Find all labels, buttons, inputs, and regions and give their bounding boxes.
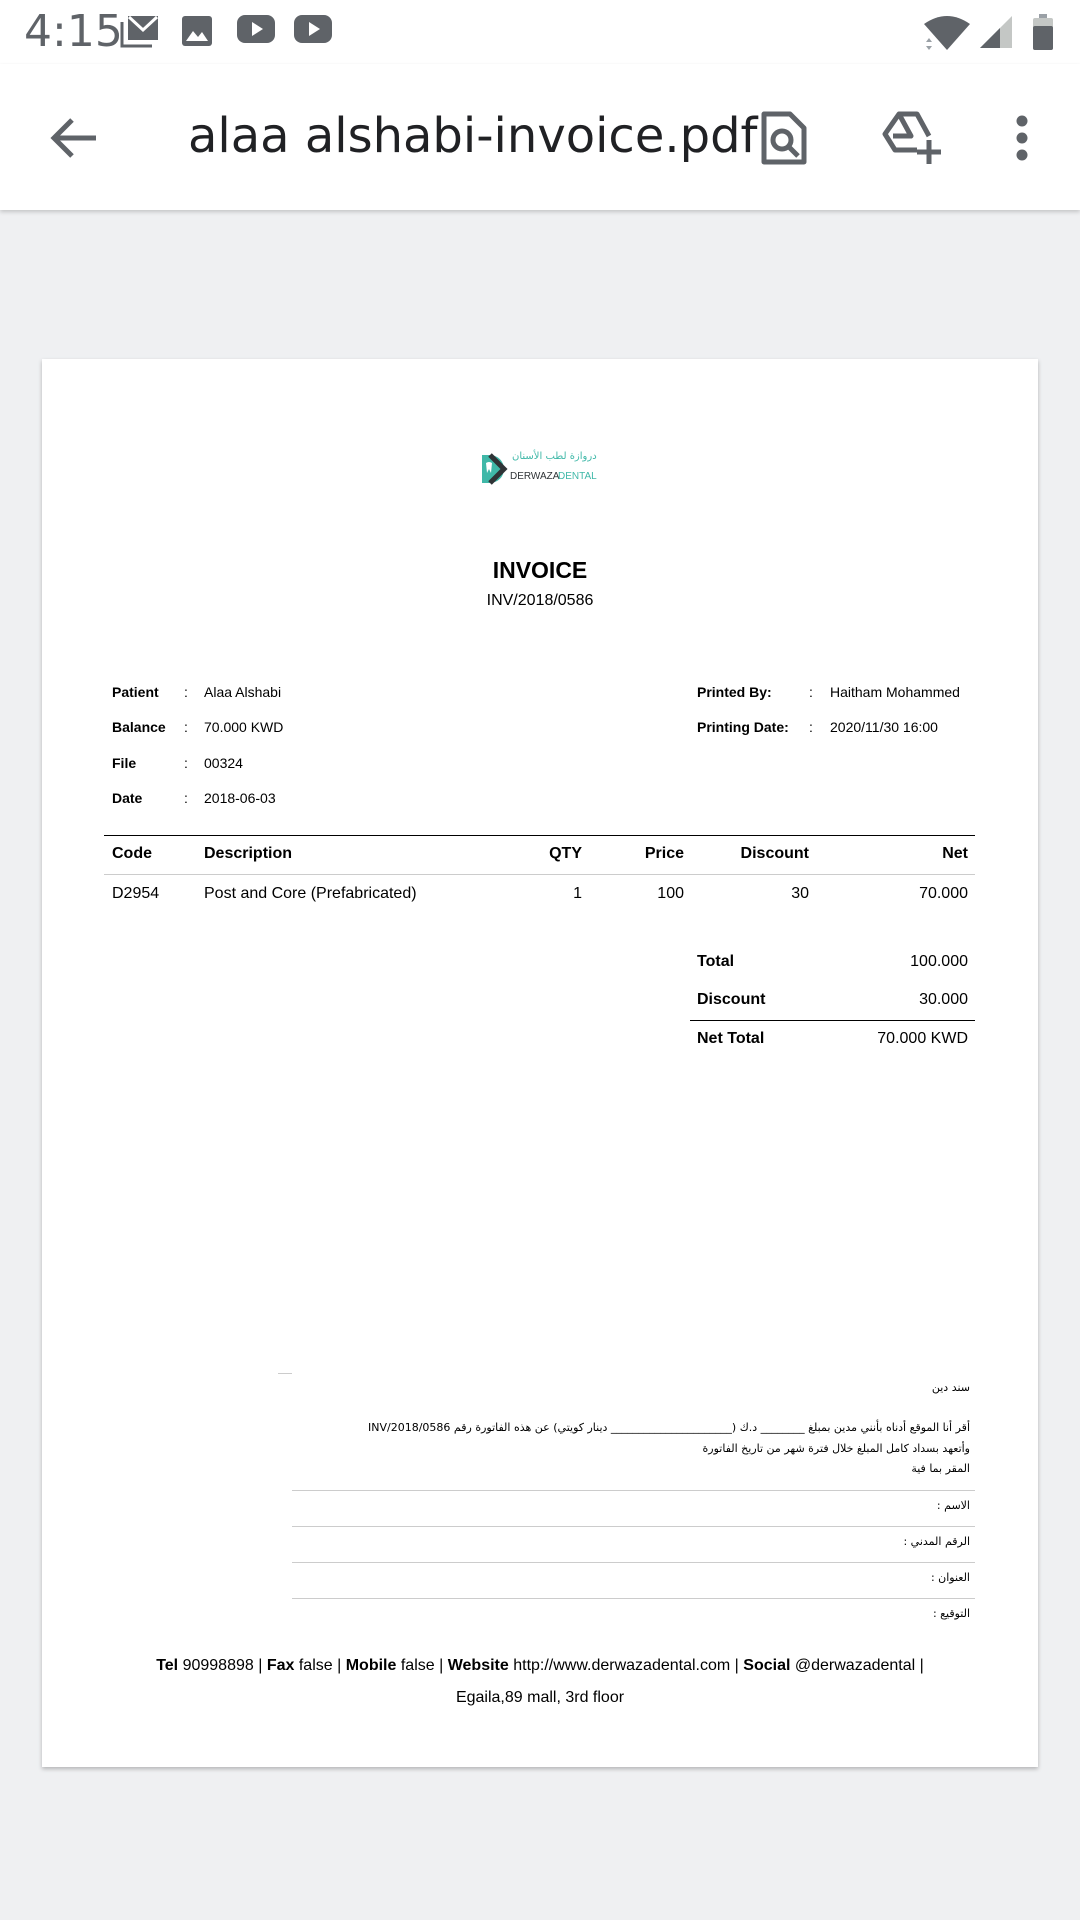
footer-fax: false: [298, 1657, 333, 1674]
battery-icon: [1032, 14, 1054, 50]
discount-value: 30.000: [919, 991, 968, 1008]
debt-note-rule: [292, 1490, 975, 1491]
net-total-label: Net Total: [697, 1030, 765, 1047]
add-to-drive-icon: [881, 110, 943, 166]
debt-note-line2: وأتعهد بسداد كامل المبلغ خلال فترة شهر من تاريخ الفاتورة: [702, 1442, 970, 1455]
file-label: File: [112, 755, 137, 771]
find-in-document-button[interactable]: [748, 102, 820, 174]
debt-note-line3: المقر بما فية: [911, 1462, 970, 1475]
date-label: Date: [112, 790, 143, 806]
pdf-page: [42, 359, 1038, 1767]
document-title: alaa alshabi-invoice.pdf: [188, 108, 758, 164]
footer-tel: 90998898: [182, 1657, 254, 1674]
debt-note-signature: التوقيع :: [932, 1607, 970, 1620]
info-separator: :: [809, 719, 813, 735]
footer-address: Egaila,89 mall, 3rd floor: [455, 1689, 625, 1706]
info-separator: :: [184, 684, 188, 700]
debt-note-line1: أقر أنا الموقع أدناه بأنني مدين بمبلغ ________ د.ك (______________________ دينار كويتي) عن هذه الفاتورة رقم INV/2018/0586: [368, 1421, 970, 1434]
footer-sep: |: [337, 1657, 342, 1674]
logo-arabic-text: دروازة لطب الأسنان: [512, 451, 597, 462]
youtube-icon: [293, 14, 333, 44]
wifi-icon: [922, 14, 972, 52]
table-top-rule: [104, 835, 975, 836]
col-header-description: Description: [204, 845, 293, 862]
footer-website-link[interactable]: http://www.derwazadental.com: [513, 1657, 731, 1674]
printed-by-value: Haitham Mohammed: [830, 684, 960, 700]
more-vertical-icon: [1014, 114, 1030, 162]
footer-fax-label: Fax: [266, 1657, 295, 1674]
derwaza-dental-logo: [478, 451, 606, 491]
invoice-title: INVOICE: [492, 557, 588, 583]
invoice-number: INV/2018/0586: [486, 592, 594, 609]
row-code: D2954: [112, 885, 160, 902]
row-net: 70.000: [919, 885, 968, 902]
footer-website-label: Website: [447, 1657, 509, 1674]
patient-value: Alaa Alshabi: [204, 684, 282, 700]
back-arrow-icon: [48, 115, 100, 161]
printing-date-label: Printing Date:: [697, 719, 789, 735]
debt-note-address: العنوان :: [930, 1571, 970, 1584]
footer-social: @derwazadental: [794, 1657, 916, 1674]
debt-note-name: الاسم :: [936, 1499, 970, 1512]
col-header-code: Code: [112, 845, 152, 862]
more-options-button[interactable]: [986, 102, 1058, 174]
signal-icon: [978, 14, 1014, 50]
table-header-rule: [104, 874, 975, 875]
row-discount: 30: [791, 885, 809, 902]
file-value: 00324: [204, 755, 243, 771]
debt-note-rule: [292, 1562, 975, 1563]
footer-tel-label: Tel: [156, 1657, 179, 1674]
footer-sep: |: [258, 1657, 263, 1674]
balance-label: Balance: [112, 719, 166, 735]
logo-brand-dark: DERWAZA: [510, 471, 560, 482]
find-in-document-icon: [760, 110, 808, 166]
date-value: 2018-06-03: [204, 790, 276, 806]
info-separator: :: [809, 684, 813, 700]
printing-date-value: 2020/11/30 16:00: [830, 719, 938, 735]
debt-note-rule: [292, 1598, 975, 1599]
info-separator: :: [184, 755, 188, 771]
discount-label: Discount: [697, 991, 766, 1008]
debt-note-title: سند دين: [931, 1381, 970, 1394]
back-button[interactable]: [38, 102, 110, 174]
app-bar: [0, 64, 1080, 210]
row-qty: 1: [573, 885, 582, 902]
youtube-icon: [236, 14, 276, 44]
gmail-icon: [120, 14, 160, 48]
total-value: 100.000: [910, 953, 968, 970]
printed-by-label: Printed By:: [697, 684, 772, 700]
row-description: Post and Core (Prefabricated): [204, 885, 417, 902]
info-separator: :: [184, 790, 188, 806]
footer-sep: |: [734, 1657, 739, 1674]
row-price: 100: [657, 885, 684, 902]
col-header-discount: Discount: [740, 845, 809, 862]
footer-mobile: false: [400, 1657, 435, 1674]
footer-sep: |: [919, 1657, 924, 1674]
debt-note-civil-id: الرقم المدني :: [903, 1535, 970, 1548]
footer-social-label: Social: [743, 1657, 791, 1674]
invoice-footer: [102, 1650, 978, 1714]
patient-label: Patient: [112, 684, 159, 700]
debt-note-rule: [292, 1526, 975, 1527]
status-bar: [0, 0, 1080, 64]
balance-value: 70.000 KWD: [204, 719, 284, 735]
totals-rule: [690, 1020, 975, 1021]
net-total-value: 70.000 KWD: [877, 1030, 968, 1047]
status-time: 4:15: [24, 6, 123, 57]
total-label: Total: [697, 953, 735, 970]
add-to-drive-button[interactable]: [876, 102, 948, 174]
logo-brand-light: DENTAL: [558, 471, 597, 482]
col-header-qty: QTY: [549, 845, 582, 862]
footer-mobile-label: Mobile: [345, 1657, 397, 1674]
info-separator: :: [184, 719, 188, 735]
debt-note-rule: [278, 1373, 292, 1374]
photos-icon: [180, 14, 214, 48]
footer-sep: |: [439, 1657, 444, 1674]
col-header-price: Price: [644, 845, 684, 862]
col-header-net: Net: [942, 845, 968, 862]
